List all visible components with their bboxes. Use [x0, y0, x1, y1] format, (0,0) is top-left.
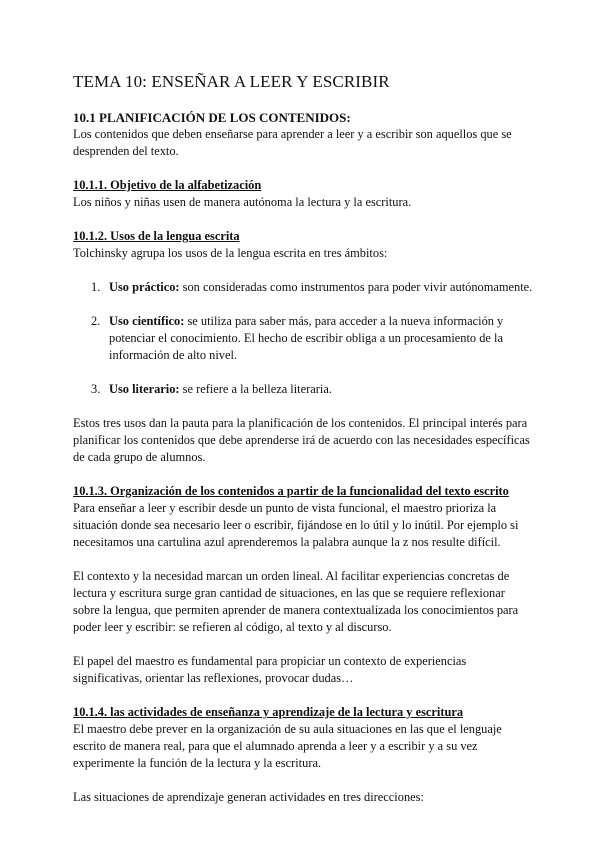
paragraph: Las situaciones de aprendizaje generan actividades en tres direcciones: — [73, 790, 424, 804]
paragraph: Los niños y niñas usen de manera autónoma la lectura y la escritura. — [73, 195, 412, 209]
list-item — [73, 381, 533, 398]
subsection-heading: 10.1.2. Usos de la lengua escrita — [73, 229, 240, 243]
list-item — [73, 313, 533, 364]
list-text: se refiere a la belleza literaria. — [179, 382, 332, 396]
paragraph: El maestro debe prever en la organización de su aula situaciones en las que el lenguaje escrito de manera real, para que el alumnado aprenda a leer y a escribir y a su vez experimente la función de la lectura y la escritura. — [73, 722, 502, 770]
list-text: se utiliza para saber más, para acceder a la nueva información y potenciar el conocimiento. El hecho de escribir obliga a un procesamiento de la información de alto nivel. — [109, 314, 504, 362]
document-page — [73, 72, 533, 806]
uses-list — [73, 279, 533, 398]
list-number: 3. — [91, 382, 101, 396]
paragraph: El papel del maestro es fundamental para propiciar un contexto de experiencias significativas, orientar las reflexiones, provocar dudas… — [73, 654, 467, 685]
list-number: 1. — [91, 280, 101, 294]
paragraph: Para enseñar a leer y escribir desde un punto de vista funcional, el maestro prioriza la situación donde sea necesario leer o escribir, fijándose en lo útil y lo inútil. Por ejemplo si necesitamos una cartulina azul aprenderemos la palabra aunque la z nos resulte difícil. — [73, 501, 519, 549]
list-text: son consideradas como instrumentos para poder vivir autónomamente. — [179, 280, 533, 294]
paragraph: El contexto y la necesidad marcan un orden lineal. Al facilitar experiencias concretas de lectura y escritura surge gran cantidad de situaciones, en las que se requiere reflexionar sobre la lengua, que permiten aprender de manera contextualizada los conocimientos para poder leer y escribir: se refieren al código, al texto y al discurso. — [73, 569, 519, 634]
paragraph: Tolchinsky agrupa los usos de la lengua escrita en tres ámbitos: — [73, 246, 388, 260]
list-term: Uso práctico: — [109, 280, 180, 294]
list-term: Uso científico: — [109, 314, 185, 328]
list-term: Uso literario: — [109, 382, 180, 396]
subsection-heading: 10.1.4. las actividades de enseñanza y aprendizaje de la lectura y escritura — [73, 705, 464, 719]
section-heading: 10.1 PLANIFICACIÓN DE LOS CONTENIDOS: — [73, 110, 351, 125]
list-number: 2. — [91, 314, 101, 328]
list-item — [73, 279, 533, 296]
subsection-heading: 10.1.3. Organización de los contenidos a partir de la funcionalidad del texto escrito — [73, 484, 509, 498]
subsection-heading: 10.1.1. Objetivo de la alfabetización — [73, 178, 262, 192]
paragraph: Los contenidos que deben enseñarse para aprender a leer y a escribir son aquellos que se desprenden del texto. — [73, 127, 512, 158]
document-title: TEMA 10: ENSEÑAR A LEER Y ESCRIBIR — [73, 72, 390, 91]
paragraph: Estos tres usos dan la pauta para la planificación de los contenidos. El principal interés para planificar los contenidos que debe aprenderse irá de acuerdo con las necesidades específicas de cada grupo de alumnos. — [73, 416, 530, 464]
